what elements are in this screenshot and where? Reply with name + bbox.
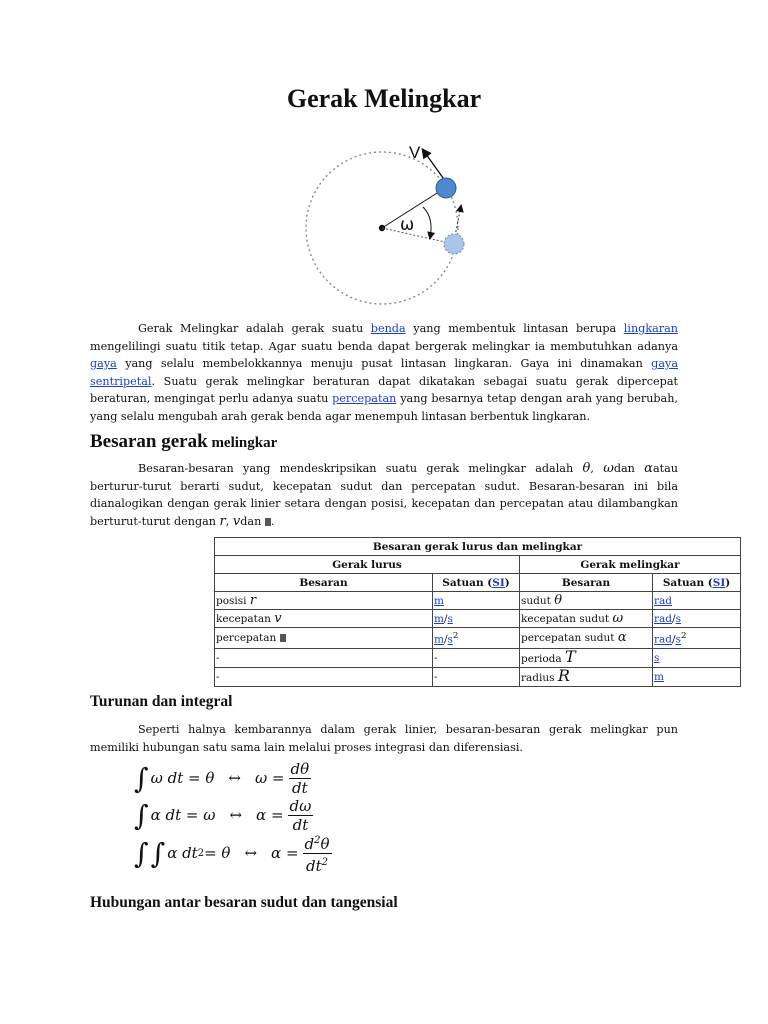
cell-text: percepatan <box>216 631 280 644</box>
cell-quantity <box>520 610 653 628</box>
cell-text: percepatan sudut <box>521 631 618 644</box>
circular-motion-diagram <box>296 140 476 320</box>
velocity-arrow-dashed <box>455 206 461 236</box>
unit-link[interactable]: m <box>434 633 444 646</box>
intro-paragraph <box>90 320 678 426</box>
para-text: dan <box>240 514 265 528</box>
table-group-row <box>215 556 741 574</box>
link-lingkaran[interactable]: lingkaran <box>623 322 678 335</box>
cell-quantity <box>215 592 433 610</box>
exponent: 2 <box>197 847 205 859</box>
omega-arc-arrow <box>423 207 431 238</box>
col-satuan <box>653 574 741 592</box>
heading-text: melingkar <box>207 435 278 451</box>
section-heading-hubungan: Hubungan antar besaran sudut dan tangensial <box>90 894 398 911</box>
equation-3 <box>134 833 332 873</box>
cell-quantity <box>520 648 653 667</box>
cell-quantity <box>520 628 653 649</box>
cell-text: radius <box>521 671 558 684</box>
unit-exponent: 2 <box>680 631 687 641</box>
integral-symbol: ∫ <box>134 836 149 870</box>
intro-text: . Suatu gerak melingkar beraturan dapat dikatakan sebagai suatu gerak dipercepat beraturan, mengingat perlu adanya suatu <box>90 374 678 406</box>
omega-label: ω <box>400 215 415 235</box>
cell-symbol: R <box>557 667 570 685</box>
symbol-omega: ω <box>603 461 614 476</box>
fraction-denominator <box>304 854 330 875</box>
table-row <box>215 648 741 667</box>
group-linear: Gerak lurus <box>215 556 520 574</box>
unit-link[interactable]: m <box>654 670 664 683</box>
header-text: Satuan ( <box>442 576 493 589</box>
equation-2 <box>134 795 313 835</box>
link-percepatan[interactable]: percepatan <box>332 392 397 406</box>
equation-1 <box>134 758 311 798</box>
unit-link[interactable]: rad <box>654 594 673 607</box>
cell-unit: - <box>433 667 520 686</box>
cell-text: perioda <box>521 652 565 665</box>
fraction <box>303 832 332 875</box>
cell-text: kecepatan <box>216 612 275 625</box>
integral-symbol: ∫ <box>134 761 149 795</box>
cell-unit: $m/s^2$ <box>433 628 520 649</box>
cell-text: sudut <box>521 594 555 607</box>
intro-text: yang selalu membelokkannya menuju pusat lintasan lingkaran. Gaya ini dinamakan <box>116 357 652 371</box>
header-text: ) <box>725 576 731 589</box>
cell-symbol: θ <box>554 592 563 608</box>
moving-object <box>436 178 456 198</box>
cell-quantity <box>520 667 653 686</box>
besaran-paragraph <box>90 460 678 530</box>
para-text: atau berturur-turut berarti sudut, kecepatan sudut dan percepatan sudut. Besaran-besaran ini bila dianalogikan dengan gerak linier setara dengan posisi, kecepatan dan percepatan atau dilambangkan berturut-turut dengan <box>90 462 678 528</box>
table-row <box>215 592 741 610</box>
unit-link[interactable]: m <box>434 612 444 625</box>
header-text: Satuan ( <box>662 576 713 589</box>
cell-symbol: T <box>564 648 576 666</box>
cell-symbol: v <box>274 610 282 626</box>
unit-link[interactable]: s <box>447 612 453 625</box>
col-satuan <box>433 574 520 592</box>
integral-symbol: ∫ <box>150 836 166 870</box>
moving-object-previous <box>444 234 464 254</box>
turunan-paragraph: Seperti halnya kembarannya dalam gerak linier, besaran-besaran gerak melingkar pun memiliki hubungan satu sama lain melalui proses integrasi dan diferensiasi. <box>90 723 678 754</box>
intro-text: yang besarnya tetap dengan arah yang berubah, yang selalu mengubah arah gerak benda agar menempuh lintasan berbentuk lingkaran. <box>90 392 678 423</box>
unit-link[interactable]: rad <box>654 633 673 646</box>
section-heading-turunan: Turunan dan integral <box>90 693 233 710</box>
exponent: 2 <box>314 834 321 846</box>
table-row <box>215 610 741 628</box>
fraction-denominator: dt <box>292 815 309 834</box>
velocity-arrow <box>423 150 446 182</box>
link-si[interactable]: SI <box>712 576 726 589</box>
quantities-table <box>214 537 741 687</box>
table-caption-row <box>215 538 741 556</box>
cell-unit <box>653 667 741 686</box>
fraction-numerator: dθ <box>290 759 310 778</box>
symbol-alpha: α <box>644 461 653 476</box>
link-benda[interactable]: benda <box>370 322 406 335</box>
cell-quantity <box>215 628 433 649</box>
equivalence-arrow: ↔ <box>244 844 258 862</box>
cell-unit: rad/$s^2$ <box>653 628 741 649</box>
unit-exponent: 2 <box>452 631 459 641</box>
cell-quantity <box>520 592 653 610</box>
den-part: dt <box>306 856 322 875</box>
page-title: Gerak Melingkar <box>286 84 482 113</box>
velocity-label: V <box>409 143 421 162</box>
para-text: dan <box>613 462 645 475</box>
unit-link[interactable]: m <box>434 594 444 607</box>
equation-rhs: α = <box>271 844 299 862</box>
cell-unit <box>653 592 741 610</box>
unit-link[interactable]: s <box>675 633 681 646</box>
integral-symbol: ∫ <box>134 798 149 832</box>
section-heading-besaran <box>90 431 277 453</box>
cell-symbol: r <box>249 592 257 608</box>
link-gaya[interactable]: gaya <box>90 357 117 371</box>
symbol-theta: θ <box>582 461 591 476</box>
cell-unit: m/s <box>433 610 520 628</box>
para-text: , <box>590 462 604 475</box>
exponent: 2 <box>321 856 329 868</box>
cell-text: posisi <box>216 594 250 607</box>
heading-text: Besaran gerak <box>90 431 208 452</box>
symbol-r: r <box>219 513 226 529</box>
cell-quantity: - <box>215 667 433 686</box>
group-circular: Gerak melingkar <box>520 556 741 574</box>
intro-text: yang membentuk lintasan berupa <box>405 322 624 335</box>
cell-quantity: - <box>215 648 433 667</box>
symbol-acceleration-placeholder <box>280 634 286 642</box>
cell-symbol: α <box>617 629 627 645</box>
para-text: , <box>225 514 233 528</box>
equivalence-arrow: ↔ <box>228 769 241 787</box>
table-caption: Besaran gerak lurus dan melingkar <box>215 538 741 556</box>
equation-lhs: = θ <box>204 844 231 862</box>
equation-lhs: α dt = ω <box>150 806 216 824</box>
fraction-numerator: dω <box>289 796 312 815</box>
equation-rhs: α = <box>256 806 284 824</box>
num-part: d <box>304 834 315 853</box>
fraction <box>289 760 312 797</box>
unit-link[interactable]: rad <box>654 612 673 625</box>
equation-lhs: α dt <box>167 844 198 862</box>
unit-link[interactable]: s <box>447 633 453 646</box>
num-part: θ <box>320 834 330 853</box>
para-text: Besaran-besaran yang mendeskripsikan suatu gerak melingkar adalah <box>138 462 583 475</box>
equivalence-arrow: ↔ <box>229 806 243 824</box>
unit-link[interactable]: s <box>654 651 660 664</box>
fraction-numerator <box>303 832 332 854</box>
cell-unit <box>433 592 520 610</box>
fraction <box>288 797 314 834</box>
equation-rhs: ω = <box>254 769 285 787</box>
cell-unit <box>653 648 741 667</box>
radius-line-dashed <box>382 228 454 244</box>
intro-text: mengelilingi suatu titik tetap. Agar suatu benda dapat bergerak melingkar ia membutuhkan adanya <box>90 339 678 353</box>
para-text: . <box>270 514 275 528</box>
cell-unit: - <box>433 648 520 667</box>
cell-symbol: ω <box>612 610 624 626</box>
header-text: ) <box>504 576 510 589</box>
equation-lhs: ω dt = θ <box>150 769 215 787</box>
symbol-v: v <box>232 513 241 529</box>
table-header-row <box>215 574 741 592</box>
fraction-denominator: dt <box>292 778 308 797</box>
cell-unit: rad/s <box>653 610 741 628</box>
intro-text: Gerak Melingkar adalah gerak suatu <box>138 322 371 335</box>
col-besaran: Besaran <box>215 574 433 592</box>
col-besaran: Besaran <box>520 574 653 592</box>
table-row <box>215 628 741 649</box>
link-gaya-sentripetal[interactable]: gaya sentripetal <box>90 357 678 388</box>
link-si[interactable]: SI <box>492 576 505 589</box>
circular-motion-figure <box>296 140 476 324</box>
unit-link[interactable]: s <box>675 612 681 625</box>
cell-quantity <box>215 610 433 628</box>
cell-text: kecepatan sudut <box>521 612 613 625</box>
table-row <box>215 667 741 686</box>
